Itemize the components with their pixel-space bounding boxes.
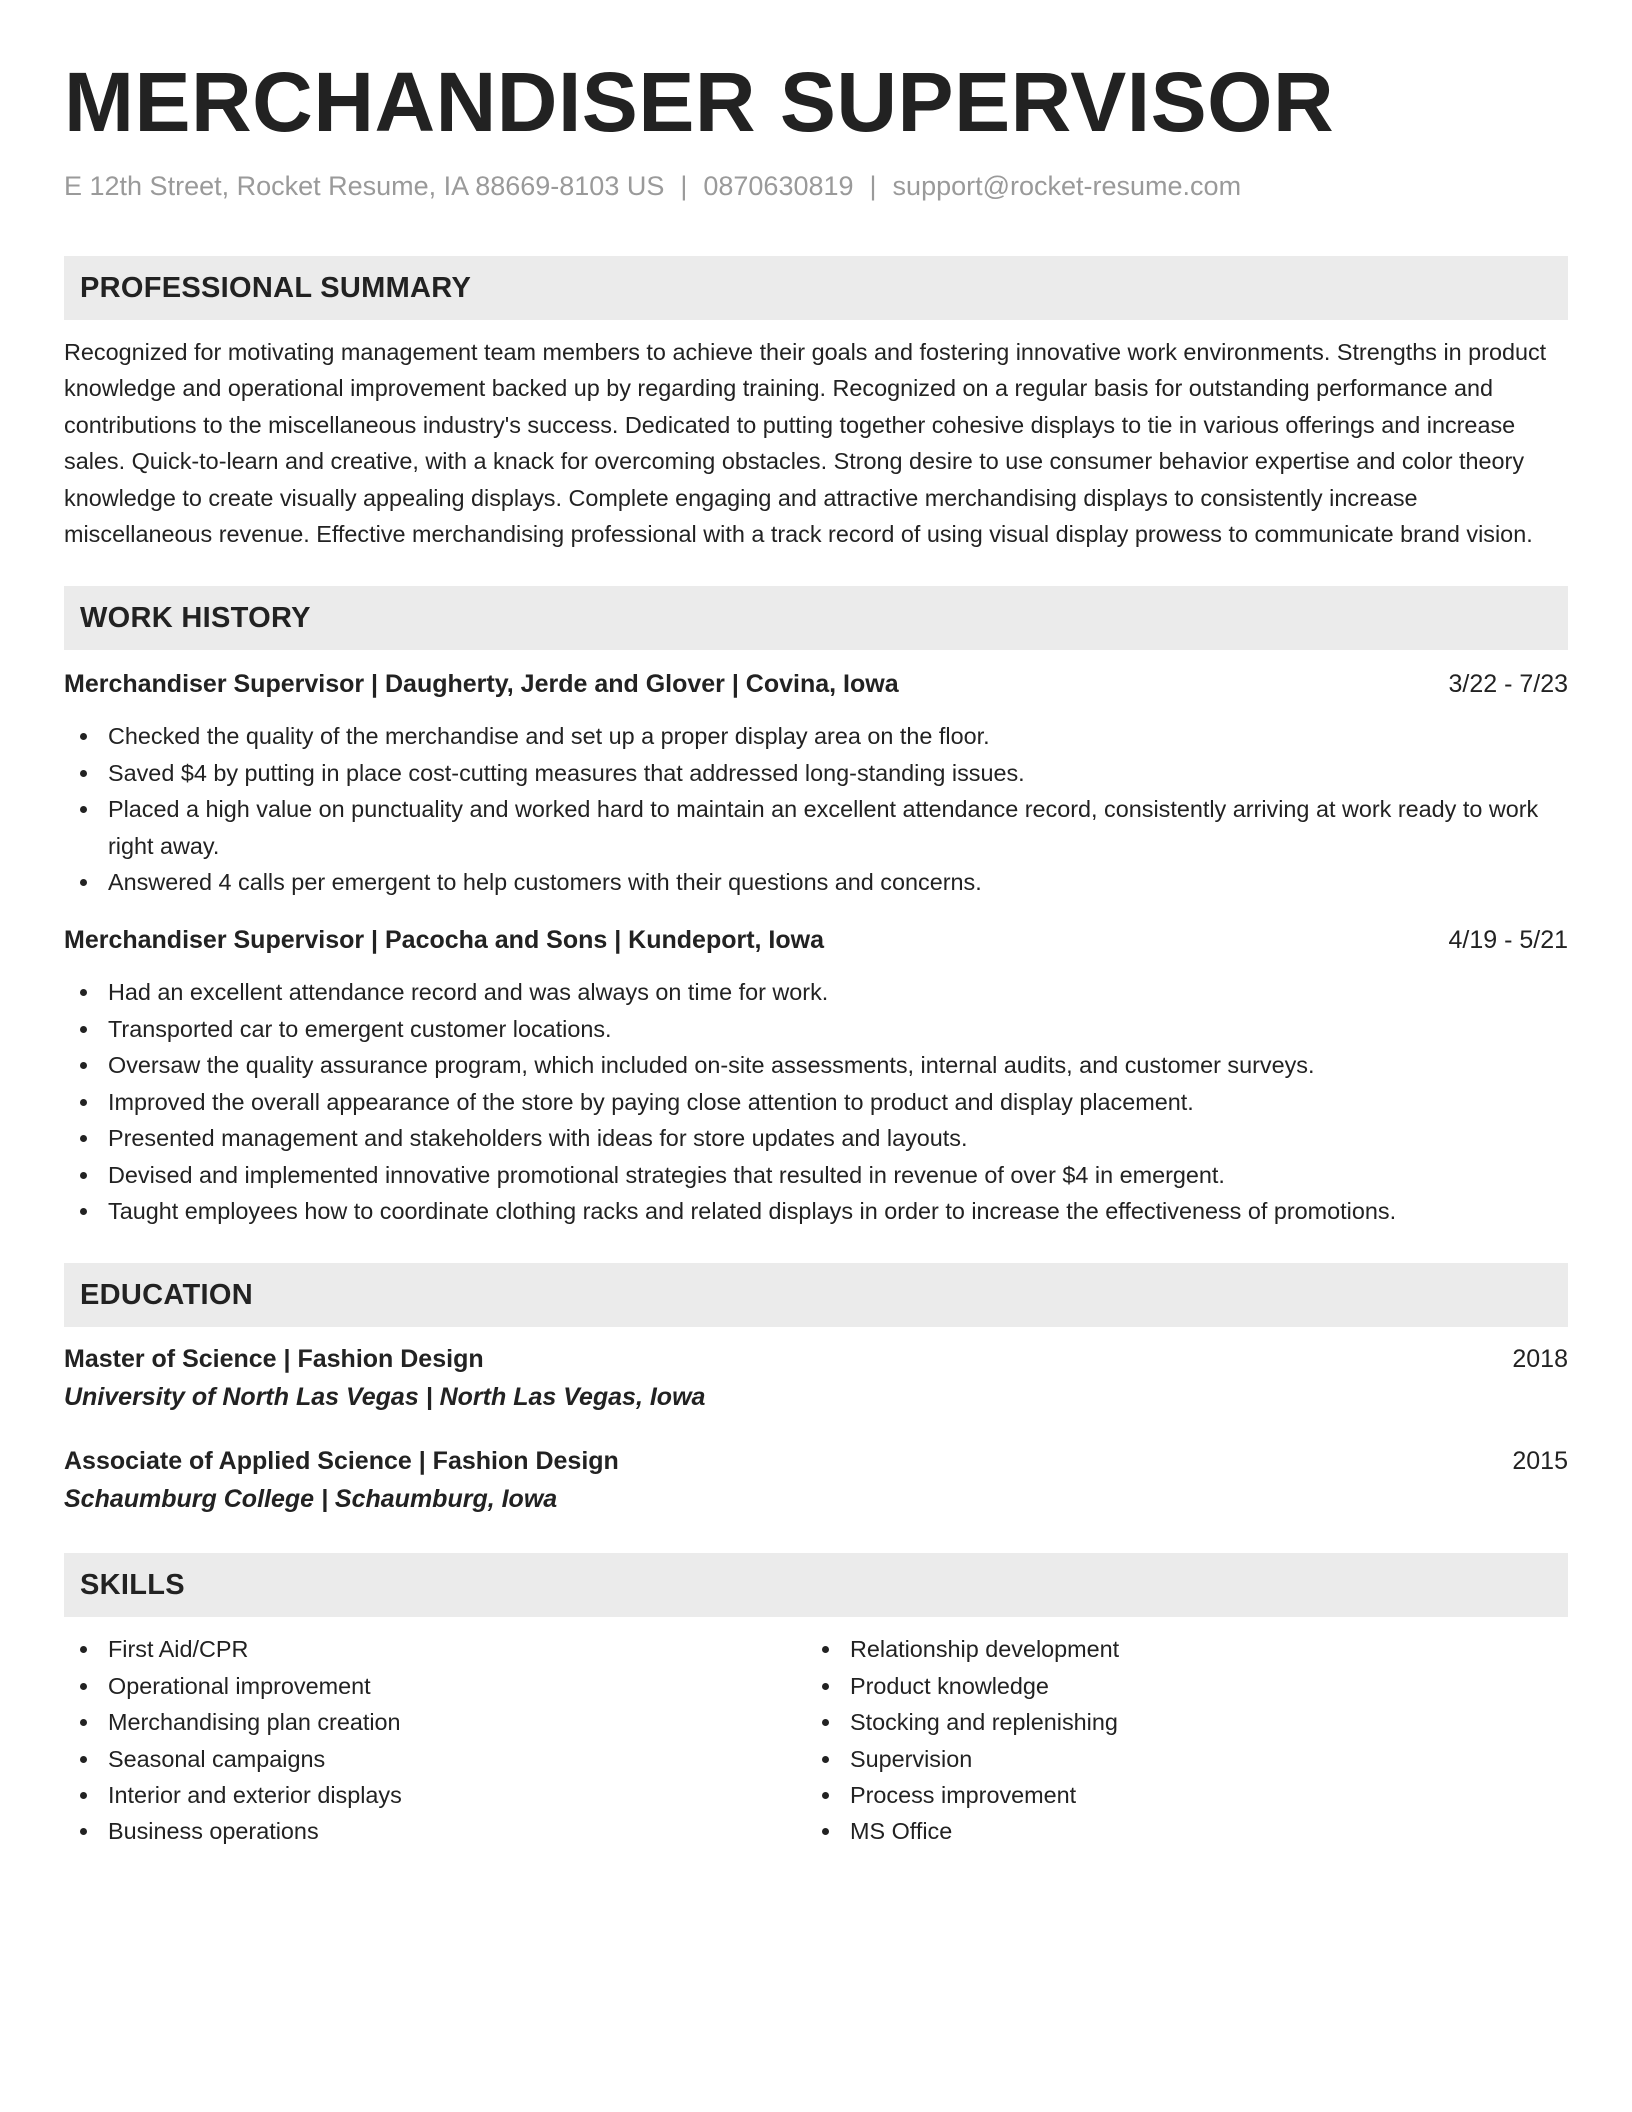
skills-list-right — [806, 1631, 1548, 1849]
job-title: Merchandiser Supervisor | Daugherty, Jerde and Glover | Covina, Iowa — [64, 670, 899, 699]
education-header — [64, 1341, 1568, 1377]
skill-item: Business operations — [64, 1813, 806, 1849]
skill-item: MS Office — [806, 1813, 1548, 1849]
education-header — [64, 1443, 1568, 1479]
skills-list-left — [64, 1631, 806, 1849]
contact-phone: 0870630819 — [703, 171, 854, 201]
candidate-name: MERCHANDISER SUPERVISOR — [64, 55, 1335, 149]
contact-address: E 12th Street, Rocket Resume, IA 88669-8103 US — [64, 171, 665, 201]
education-entry — [64, 1443, 1568, 1519]
contact-separator: | — [680, 171, 688, 201]
education-degree: Master of Science | Fashion Design — [64, 1345, 484, 1374]
job-bullets — [64, 718, 1568, 900]
skill-item: Merchandising plan creation — [64, 1704, 806, 1740]
contact-line — [64, 168, 1568, 204]
section-header-work-history: WORK HISTORY — [64, 586, 1568, 650]
skill-item: Seasonal campaigns — [64, 1741, 806, 1777]
job-dates: 4/19 - 5/21 — [1448, 926, 1568, 955]
job-entry — [64, 922, 1568, 1229]
job-header — [64, 922, 1568, 958]
education-degree: Associate of Applied Science | Fashion Design — [64, 1447, 619, 1476]
list-item: Devised and implemented innovative promotional strategies that resulted in revenue of over $4 in emergent. — [64, 1157, 1568, 1193]
section-header-skills: SKILLS — [64, 1553, 1568, 1617]
skills-columns — [64, 1631, 1568, 1849]
section-header-summary: PROFESSIONAL SUMMARY — [64, 256, 1568, 320]
section-header-education: EDUCATION — [64, 1263, 1568, 1327]
summary-text: Recognized for motivating management team members to achieve their goals and fostering innovative work environments. Strengths in product knowledge and operational improvement backed up by regarding training. Recognized on a regular basis for outstanding performance and contributions to the miscellaneous industry's success. Dedicated to putting together cohesive displays to tie in various offerings and increase sales. Quick-to-learn and creative, with a knack for overcoming obstacles. Strong desire to use consumer behavior expertise and color theory knowledge to create visually appealing displays. Complete engaging and attractive merchandising displays to consistently increase miscellaneous revenue. Effective merchandising professional with a track record of using visual display prowess to communicate brand vision. — [64, 339, 1547, 548]
list-item: Placed a high value on punctuality and worked hard to maintain an excellent attendance record, consistently arriving at work ready to work right away. — [64, 791, 1568, 864]
list-item: Improved the overall appearance of the store by paying close attention to product and display placement. — [64, 1084, 1568, 1120]
education-year: 2018 — [1512, 1345, 1568, 1374]
skill-item: Stocking and replenishing — [806, 1704, 1548, 1740]
education-school: Schaumburg College | Schaumburg, Iowa — [64, 1485, 558, 1514]
skill-item: Interior and exterior displays — [64, 1777, 806, 1813]
job-bullets — [64, 974, 1568, 1229]
list-item: Checked the quality of the merchandise and set up a proper display area on the floor. — [64, 718, 1568, 754]
skill-item: Relationship development — [806, 1631, 1548, 1667]
skill-item: Supervision — [806, 1741, 1548, 1777]
list-item: Presented management and stakeholders with ideas for store updates and layouts. — [64, 1120, 1568, 1156]
skill-item: Product knowledge — [806, 1668, 1548, 1704]
job-entry — [64, 666, 1568, 900]
list-item: Answered 4 calls per emergent to help customers with their questions and concerns. — [64, 864, 1568, 900]
list-item: Had an excellent attendance record and was always on time for work. — [64, 974, 1568, 1010]
list-item: Taught employees how to coordinate clothing racks and related displays in order to increase the effectiveness of promotions. — [64, 1193, 1568, 1229]
list-item: Transported car to emergent customer locations. — [64, 1011, 1568, 1047]
list-item: Oversaw the quality assurance program, which included on-site assessments, internal audits, and customer surveys. — [64, 1047, 1568, 1083]
skill-item: First Aid/CPR — [64, 1631, 806, 1667]
job-header — [64, 666, 1568, 702]
contact-separator: | — [869, 171, 877, 201]
job-title: Merchandiser Supervisor | Pacocha and Sons | Kundeport, Iowa — [64, 926, 824, 955]
resume-page — [64, 52, 1568, 1850]
list-item: Saved $4 by putting in place cost-cutting measures that addressed long-standing issues. — [64, 755, 1568, 791]
education-entry — [64, 1341, 1568, 1417]
education-year: 2015 — [1512, 1447, 1568, 1476]
skill-item: Operational improvement — [64, 1668, 806, 1704]
job-dates: 3/22 - 7/23 — [1448, 670, 1568, 699]
contact-email: support@rocket-resume.com — [892, 171, 1242, 201]
skill-item: Process improvement — [806, 1777, 1548, 1813]
education-school: University of North Las Vegas | North Las Vegas, Iowa — [64, 1383, 706, 1412]
